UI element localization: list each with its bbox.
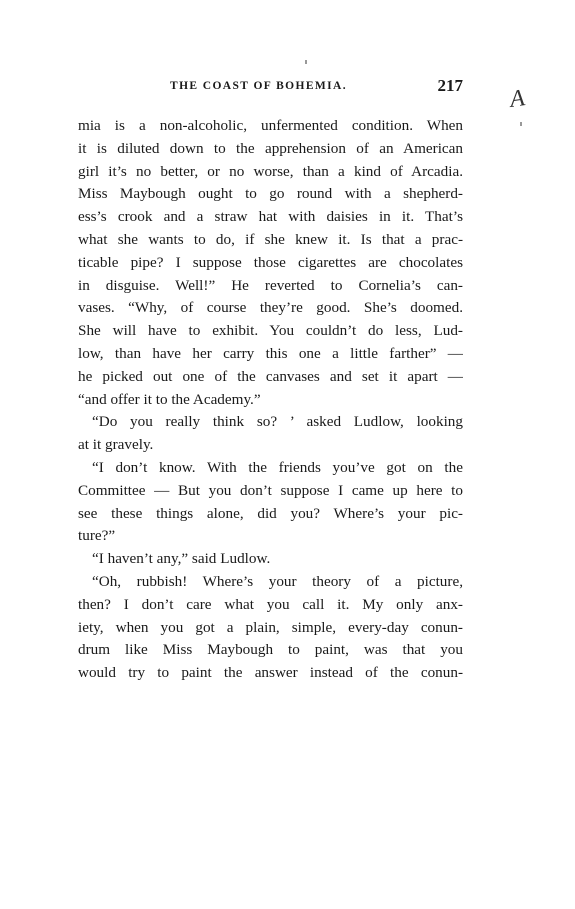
- text-line: “I haven’t any,” said Ludlow.: [92, 550, 271, 568]
- text-line: Committee — But you don’t suppose I came up here to: [78, 481, 463, 499]
- text-line: ticable pipe? I suppose those cigarettes are chocolates: [78, 253, 463, 271]
- text-line: he picked out one of the canvases and set it apart —: [78, 367, 463, 385]
- text-line: then? I don’t care what you call it. My only anx-: [78, 595, 463, 613]
- text-line: mia is a non-alcoholic, unfermented condition. When: [78, 117, 463, 134]
- speck-mark: [305, 60, 307, 64]
- text-line: low, than have her carry this one a little farther” —: [78, 344, 463, 362]
- text-line: Miss Maybough ought to go round with a shepherd-: [78, 185, 463, 203]
- text-line: girl it’s no better, or no worse, than a kind of Arcadia.: [78, 162, 463, 180]
- text-line: “Do you really think so? ’ asked Ludlow, looking: [92, 413, 463, 431]
- running-title: THE COAST OF BOHEMIA.: [170, 80, 348, 92]
- text-line: iety, when you got a plain, simple, every-day conun-: [78, 618, 463, 636]
- text-line: “I don’t know. With the friends you’ve got on the: [92, 458, 463, 476]
- text-line: it is diluted down to the apprehension of an American: [78, 139, 463, 157]
- handwritten-margin-mark: A: [508, 85, 527, 113]
- page-number: 217: [437, 76, 463, 95]
- text-line: would try to paint the answer instead of the conun-: [78, 664, 463, 682]
- text-line: ture?”: [78, 527, 116, 545]
- text-line: at it gravely.: [78, 436, 154, 454]
- text-line: vases. “Why, of course they’re good. She’s doomed.: [78, 299, 463, 317]
- text-line: ess’s crook and a straw hat with daisies in it. That’s: [78, 208, 463, 226]
- text-line: see these things alone, did you? Where’s your pic-: [78, 504, 463, 522]
- page-header: [78, 76, 463, 100]
- text-line: what she wants to do, if she knew it. Is that a prac-: [78, 230, 463, 248]
- text-line: “Oh, rubbish! Where’s your theory of a picture,: [92, 572, 463, 590]
- text-line: She will have to exhibit. You couldn’t do less, Lud-: [78, 322, 463, 340]
- text-line: “and offer it to the Academy.”: [78, 390, 261, 408]
- speck-mark: [520, 122, 522, 126]
- text-line: drum like Miss Maybough to paint, was that you: [78, 641, 463, 659]
- text-line: in disguise. Well!” He reverted to Cornelia’s can-: [78, 276, 463, 294]
- body-text: [78, 115, 463, 685]
